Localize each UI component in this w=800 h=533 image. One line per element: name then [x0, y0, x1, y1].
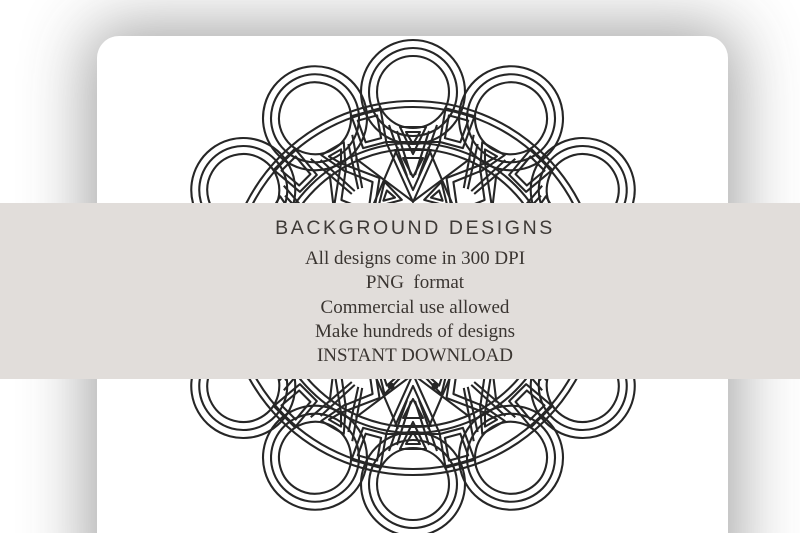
- banner-line-usage: Make hundreds of designs: [315, 320, 515, 342]
- info-banner: [0, 203, 800, 379]
- banner-text-block: [15, 203, 800, 379]
- banner-line-download: INSTANT DOWNLOAD: [316, 345, 514, 367]
- banner-line-format: PNG format: [365, 272, 465, 294]
- banner-title: BACKGROUND DESIGNS: [275, 217, 555, 239]
- banner-line-dpi: All designs come in 300 DPI: [304, 248, 526, 269]
- banner-line-license: Commercial use allowed: [320, 296, 510, 318]
